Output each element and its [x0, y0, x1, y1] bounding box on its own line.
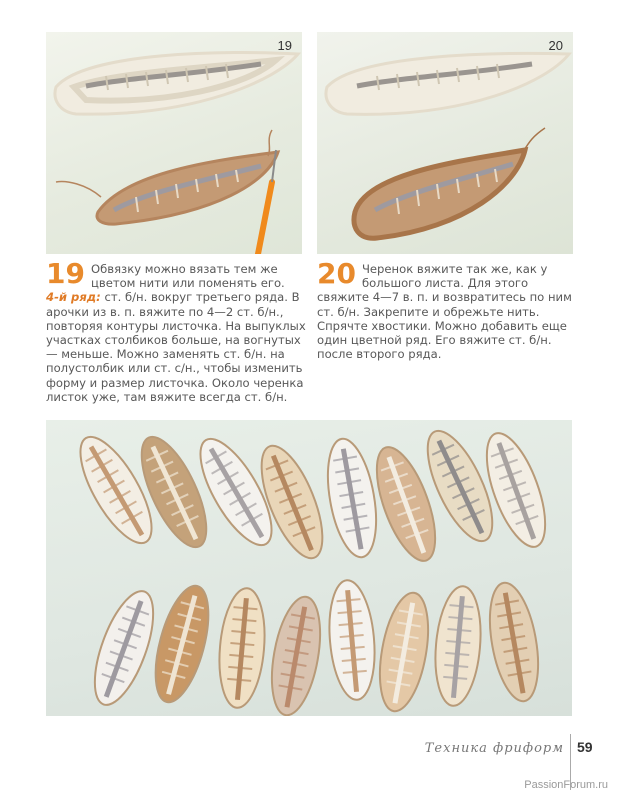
crochet-leaves-photo — [46, 420, 572, 716]
step-19-crochet-illustration — [46, 32, 302, 254]
crochet-leaf — [320, 435, 384, 561]
step-number: 19 — [46, 257, 85, 290]
step-body: Черенок вяжите так же, как у большого листа. Для этого свяжите 4—7 в. п. и возвратитесь по ним ст. б/н. Закрепите и обрежьте нить. Спрячте хвостики. Можно добавить еще один цветной ряд. Его вяжите ст. б/н. после второго ряда. — [317, 262, 572, 362]
photo-step-number: 19 — [277, 38, 292, 53]
leaves-collection-illustration — [46, 420, 572, 716]
page-number: 59 — [577, 739, 593, 755]
crochet-leaf — [215, 586, 269, 709]
step-body: ст. б/н. вокруг третьего ряда. В арочки из в. п. вяжите по 4—2 ст. б/н., повторяя контуры листочка. На выпуклых участках столбиков больше, на вогнутых — меньше. Можно заменять ст. б/н. на полустолбик или ст. с/н., чтобы изменить форму и размер листочка. Около черенка листок уже, там вяжите всегда ст. б/н. — [46, 290, 306, 404]
step-20-crochet-illustration — [317, 32, 573, 254]
crochet-leaf — [482, 579, 546, 705]
step-20-photo — [317, 32, 573, 254]
step-19-photo — [46, 32, 302, 254]
row-label: 4-й ряд: — [46, 290, 101, 305]
watermark: PassionForum.ru — [524, 779, 608, 791]
photo-step-number: 20 — [548, 38, 563, 53]
step-number: 20 — [317, 257, 356, 290]
crochet-leaf — [372, 589, 436, 715]
step-intro: Обвязку можно вязать тем же цветом нити или поменять его. — [90, 262, 285, 291]
crochet-leaf — [145, 580, 219, 707]
crochet-leaf — [83, 584, 165, 712]
crochet-leaf — [325, 578, 379, 701]
section-title: Техника фриформ — [424, 741, 564, 756]
step-20-instructions — [317, 257, 579, 362]
crochet-leaf — [431, 584, 485, 707]
step-19-instructions — [46, 257, 308, 404]
crochet-leaf — [264, 593, 328, 716]
